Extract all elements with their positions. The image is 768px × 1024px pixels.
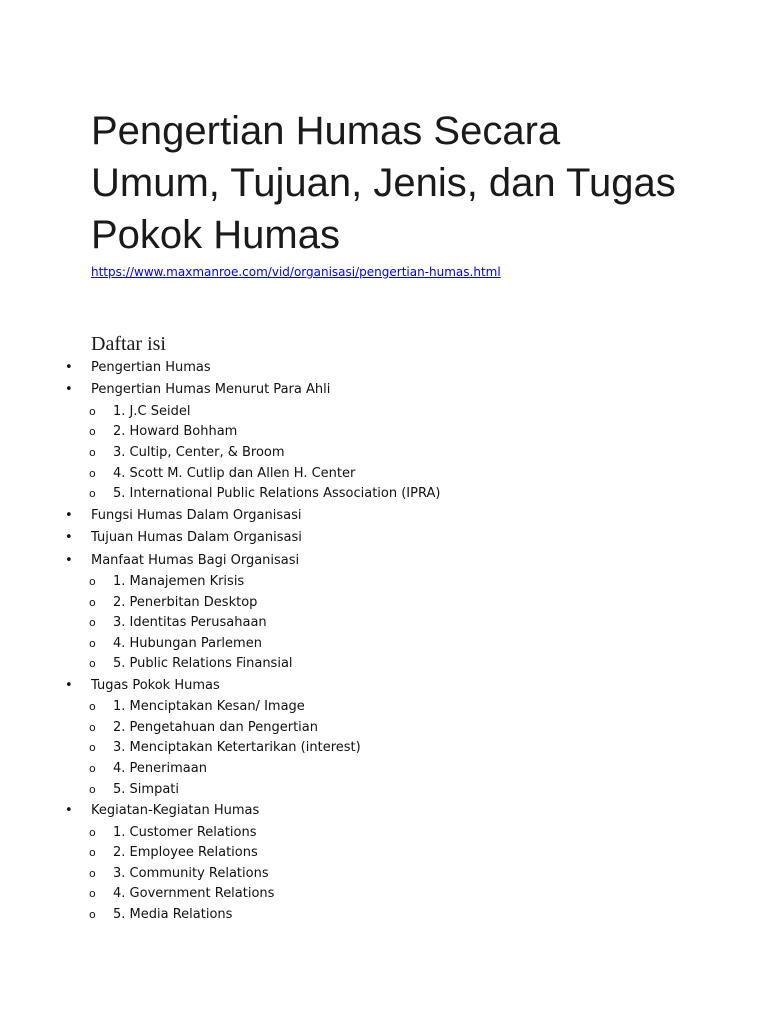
toc-subitem-label: 1. Menciptakan Kesan/ Image (113, 699, 305, 715)
toc-item-label: Tugas Pokok Humas (91, 677, 220, 693)
toc-item-label: Fungsi Humas Dalam Organisasi (91, 507, 302, 523)
toc-item[interactable] (0, 527, 768, 549)
toc-subitem-label: 2. Penerbitan Desktop (113, 594, 258, 610)
bullet-icon: • (65, 360, 73, 375)
circle-bullet-icon: o (89, 782, 96, 796)
toc-subitem[interactable] (0, 593, 768, 614)
circle-bullet-icon: o (89, 657, 96, 671)
toc-subitem[interactable] (0, 654, 768, 675)
toc-subitem[interactable] (0, 402, 768, 423)
toc-subitem[interactable] (0, 634, 768, 655)
circle-bullet-icon: o (89, 574, 96, 588)
toc-subitem[interactable] (0, 780, 768, 801)
toc-subitem-label: 1. Manajemen Krisis (113, 573, 245, 589)
toc-subitem[interactable] (0, 484, 768, 505)
toc-subitem[interactable] (0, 422, 768, 443)
circle-bullet-icon: o (89, 825, 96, 839)
toc-subitem[interactable] (0, 843, 768, 864)
toc-subitem[interactable] (0, 613, 768, 634)
toc-subitem-label: 3. Identitas Perusahaan (113, 615, 267, 631)
toc-subitem[interactable] (0, 823, 768, 844)
toc-item-label: Pengertian Humas Menurut Para Ahli (91, 382, 331, 398)
toc-subitem-label: 3. Community Relations (113, 865, 269, 881)
document-title: Pengertian Humas Secara Umum, Tujuan, Jenis, dan Tugas Pokok Humas (91, 109, 676, 257)
toc-subitem[interactable] (0, 738, 768, 759)
toc-subitem-label: 5. Public Relations Finansial (113, 656, 293, 672)
toc-subitem-label: 5. International Public Relations Association (IPRA) (113, 486, 441, 502)
circle-bullet-icon: o (89, 425, 96, 439)
toc-item[interactable] (0, 550, 768, 572)
toc-subitem[interactable] (0, 464, 768, 485)
toc-item-label: Kegiatan-Kegiatan Humas (91, 803, 260, 819)
toc-subitem[interactable] (0, 905, 768, 926)
toc-subitem[interactable] (0, 864, 768, 885)
circle-bullet-icon: o (89, 887, 96, 901)
circle-bullet-icon: o (89, 445, 96, 459)
toc-subitem[interactable] (0, 443, 768, 464)
toc-subitem-label: 5. Simpati (113, 781, 179, 797)
toc-subitem-label: 2. Pengetahuan dan Pengertian (113, 719, 318, 735)
table-of-contents (0, 357, 768, 926)
bullet-icon: • (65, 552, 73, 568)
circle-bullet-icon: o (89, 908, 96, 922)
toc-subitem-label: 4. Government Relations (113, 886, 275, 902)
circle-bullet-icon: o (89, 700, 96, 714)
toc-subitem-label: 4. Hubungan Parlemen (113, 635, 262, 651)
toc-subitem[interactable] (0, 572, 768, 593)
toc-subitem[interactable] (0, 718, 768, 739)
toc-subitem-label: 2. Employee Relations (113, 845, 258, 861)
circle-bullet-icon: o (89, 846, 96, 860)
toc-item-label: Tujuan Humas Dalam Organisasi (91, 530, 302, 546)
bullet-icon: • (65, 803, 73, 819)
toc-item-label: Manfaat Humas Bagi Organisasi (91, 552, 300, 568)
bullet-icon: • (65, 677, 73, 693)
toc-item-label: Pengertian Humas (91, 360, 211, 375)
toc-item[interactable] (0, 357, 768, 379)
toc-subitem-label: 4. Scott M. Cutlip dan Allen H. Center (113, 465, 356, 481)
toc-item[interactable] (0, 379, 768, 401)
toc-subitem-label: 5. Media Relations (113, 907, 233, 923)
toc-subitem-label: 1. Customer Relations (113, 824, 257, 840)
toc-subitem-label: 3. Menciptakan Ketertarikan (interest) (113, 740, 361, 756)
circle-bullet-icon: o (89, 866, 96, 880)
toc-subitem[interactable] (0, 884, 768, 905)
toc-subitem[interactable] (0, 759, 768, 780)
toc-item[interactable] (0, 675, 768, 697)
toc-subitem-label: 4. Penerimaan (113, 761, 207, 777)
circle-bullet-icon: o (89, 466, 96, 480)
circle-bullet-icon: o (89, 616, 96, 630)
toc-subitem[interactable] (0, 697, 768, 718)
toc-subitem-label: 2. Howard Bohham (113, 424, 238, 440)
toc-item[interactable] (0, 505, 768, 527)
toc-item[interactable] (0, 800, 768, 822)
bullet-icon: • (65, 530, 73, 546)
circle-bullet-icon: o (89, 720, 96, 734)
circle-bullet-icon: o (89, 487, 96, 501)
circle-bullet-icon: o (89, 404, 96, 418)
bullet-icon: • (65, 507, 73, 523)
source-link[interactable]: https://www.maxmanroe.com/vid/organisasi/pengertian-humas.html (91, 265, 501, 279)
toc-heading: Daftar isi (91, 333, 166, 355)
circle-bullet-icon: o (89, 741, 96, 755)
circle-bullet-icon: o (89, 636, 96, 650)
circle-bullet-icon: o (89, 595, 96, 609)
toc-subitem-label: 3. Cultip, Center, & Broom (113, 444, 285, 460)
circle-bullet-icon: o (89, 762, 96, 776)
bullet-icon: • (65, 382, 73, 398)
toc-subitem-label: 1. J.C Seidel (113, 403, 191, 419)
